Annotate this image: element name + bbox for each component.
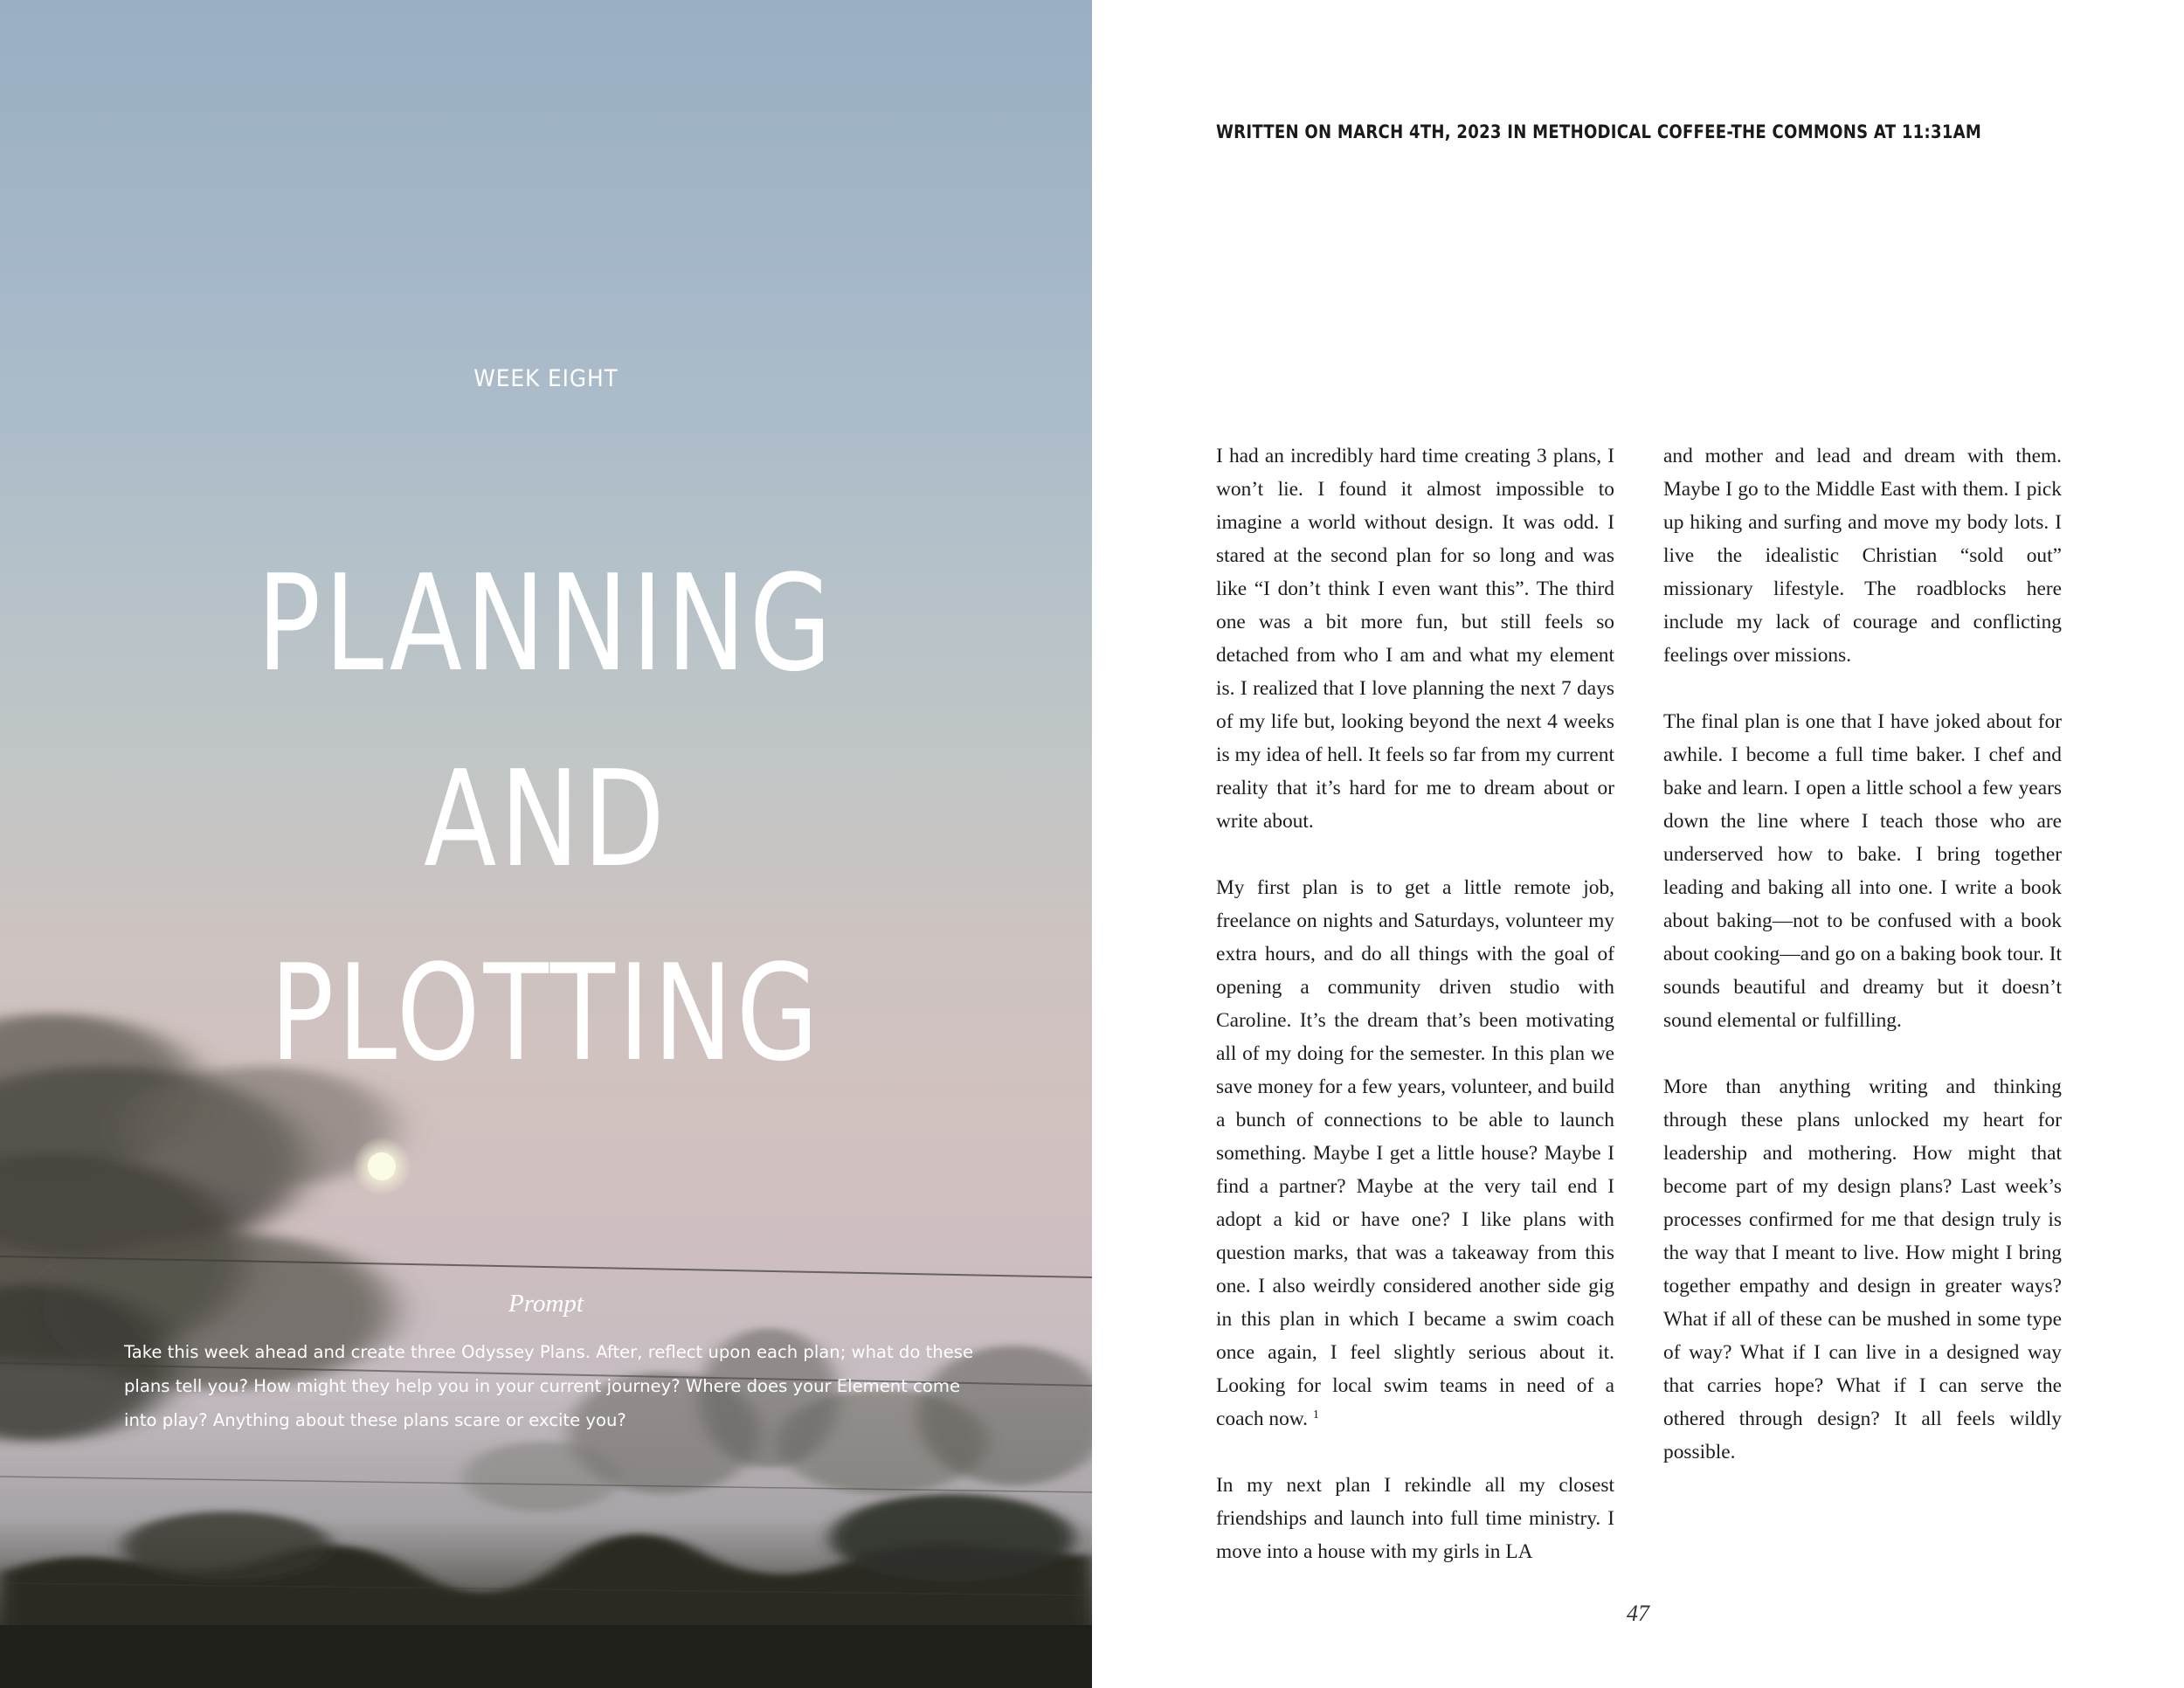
paragraph-text: My first plan is to get a little remote job, freelance on nights and Saturdays, volunteer my extra hours, and do all things with the goal of opening a community driven studio with Caroline. It’s the dream that’s been motivating all of my doing for the semester. In this plan we save money for a few years, volunteer, and build a bunch of connections to be able to launch something. Maybe I get a little house? Maybe I find a partner? Maybe at the very tail end I adopt a kid or have one? I like plans with question marks, that was a takeaway from this one. I also weirdly considered another side gig in this plan in which I became a swim coach once again, I feel slightly serious about it. Looking for local swim teams in need of a coach now. [1216, 876, 1614, 1430]
title-line-and: AND [424, 742, 668, 896]
moon-icon [368, 1152, 396, 1180]
text-column-2 [1663, 439, 2062, 1469]
paragraph: More than anything writing and thinking through these plans unlocked my heart for leadership and mothering. How might that become part of my design plans? Last week’s processes confirmed for me that design truly is the way that I meant to live. How might I bring together empathy and design in greater ways? What if all of these can be mushed in some type of way? What if I can live in a designed way that carries hope? What if I can serve the othered through design? It all feels wildly possible. [1663, 1076, 2062, 1463]
week-label: WEEK EIGHT [473, 365, 619, 392]
paragraph: In my next plan I rekindle all my closest friendships and launch into full time ministry. I move into a house with my girls in LA [1216, 1474, 1614, 1563]
title-line-plotting: PLOTTING [270, 936, 822, 1090]
paragraph [1216, 871, 1614, 1435]
title-line-planning: PLANNING [256, 546, 836, 701]
prompt-text: Take this week ahead and create three Odyssey Plans. After, reflect upon each plan; what do these plans tell you? How might they help you in your current journey? Where does your Element come into play? Anything about these plans scare or excite you? [124, 1342, 973, 1430]
footnote-marker: 1 [1312, 1408, 1319, 1422]
paragraph: and mother and lead and dream with them. Maybe I go to the Middle East with them. I pick up hiking and surfing and move my body lots. I live the idealistic Christian “sold out” missionary lifestyle. The roadblocks here include my lack of courage and conflicting feelings over missions. [1663, 445, 2062, 667]
text-column-1 [1216, 439, 1614, 1568]
prompt-heading: Prompt [508, 1290, 584, 1318]
paragraph: I had an incredibly hard time creating 3 plans, I won’t lie. I found it almost impossible to imagine a world without design. It was odd. I stared at the second plan for so long and was like “I don’t think I even want this”. The third one was a bit more fun, but still feels so detached from who I am and what my element is. I realized that I love planning the next 7 days of my life but, looking beyond the next 4 weeks is my idea of hell. It feels so far from my current reality that it’s hard for me to dream about or write about. [1216, 445, 1614, 833]
paragraph: The final plan is one that I have joked about for awhile. I become a full time baker. I chef and bake and learn. I open a little school a few years down the line where I teach those who are underserved how to bake. I bring together leading and baking all into one. I write a book about baking—not to be confused with a book about cooking—and go on a baking book tour. It sounds beautiful and dreamy but it doesn’t sound elemental or fulfilling. [1663, 710, 2062, 1032]
page-number: 47 [1627, 1601, 1649, 1626]
written-on-header: WRITTEN ON MARCH 4TH, 2023 IN METHODICAL COFFEE-THE COMMONS AT 11:31AM [1216, 121, 1982, 142]
